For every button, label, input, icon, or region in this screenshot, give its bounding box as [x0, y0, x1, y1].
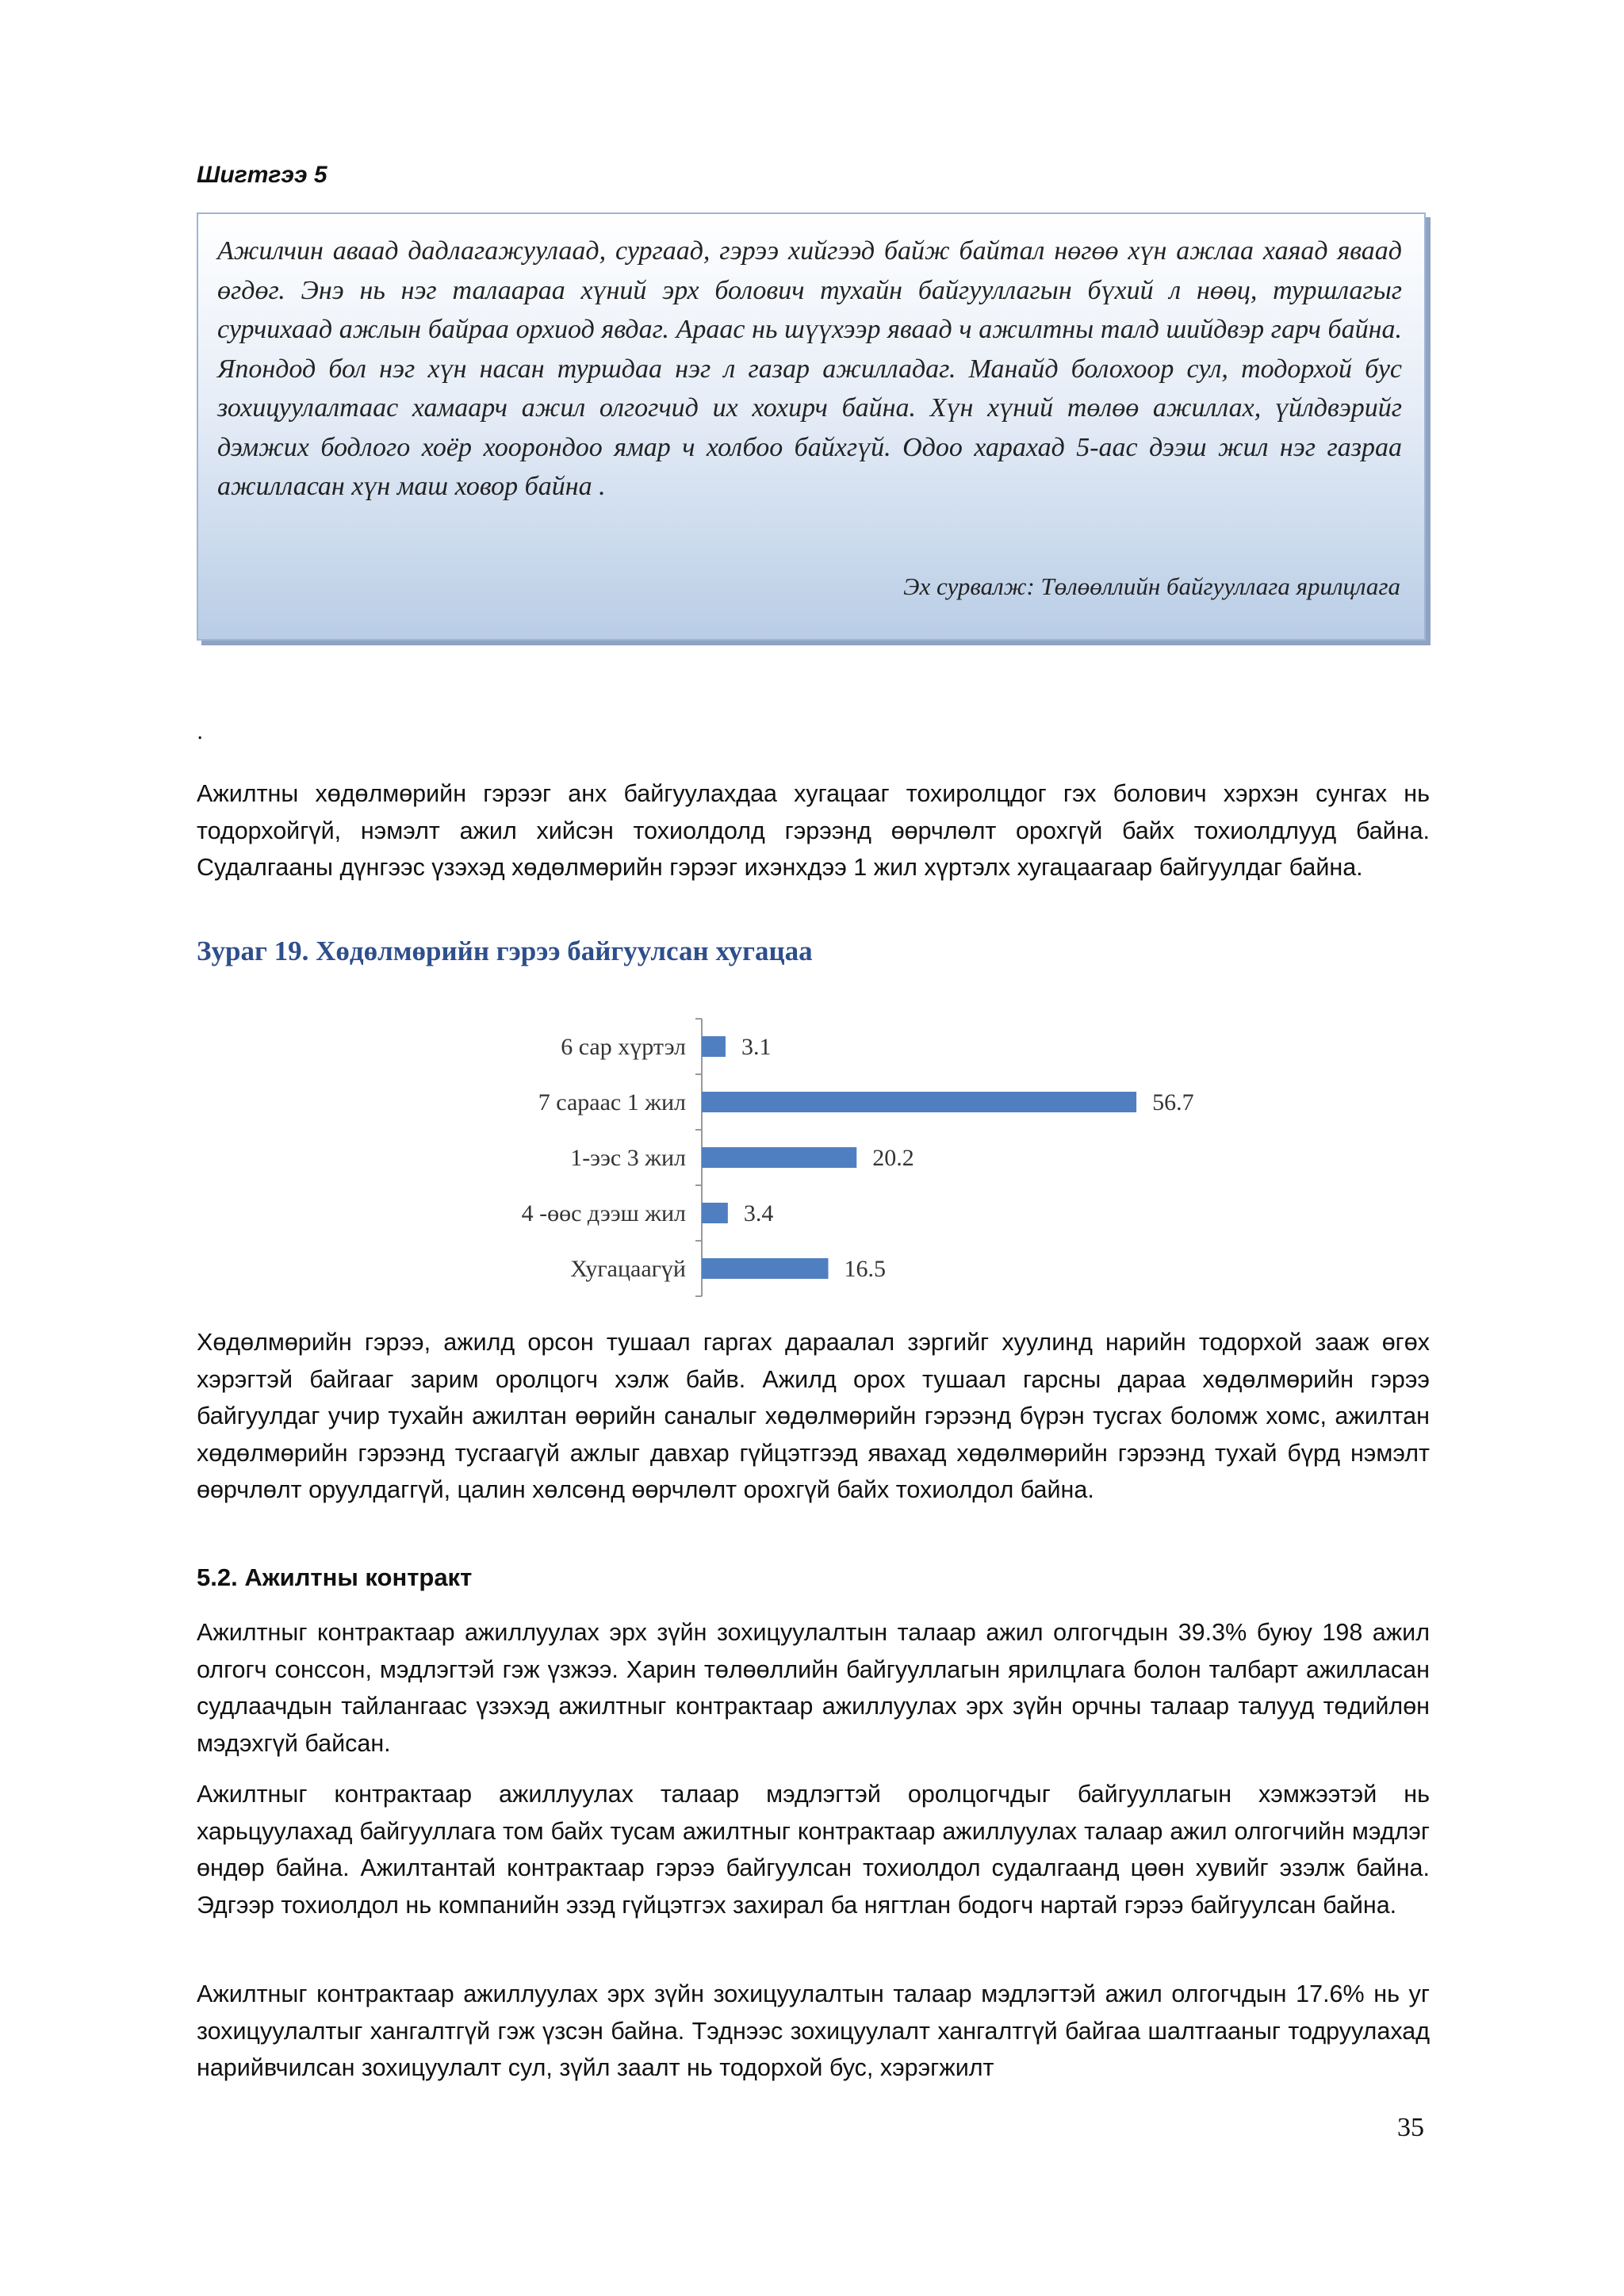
paragraph-contract-term: Ажилтны хөдөлмөрийн гэрээг анх байгуулахдаа хугацааг тохиролцдог гэх болович хэрхэн сунгах нь тодорхойгүй, нэмэлт ажил хийсэн тохиолдолд гэрээнд өөрчлөлт орохгүй байх тохиолдлууд байна. Судалгааны дүнгээс үзэхэд хөдөлмөрийн гэрээг ихэнхдээ 1 жил хүртэлх хугацаагаар байгуулдаг байна. — [197, 780, 1430, 881]
page-number: 35 — [1397, 2113, 1424, 2142]
bar-chart — [444, 1007, 1316, 1300]
paragraph-contract-procedure: Хөдөлмөрийн гэрээ, ажилд орсон тушаал гаргах дараалал зэргийг хуулинд нарийн тодорхой зааж өгөх хэрэгтэй байгааг зарим оролцогч хэлж байв. Ажилд орох тушаал гарсны дараа хөдөлмөрийн гэрээ байгуулдаг учир тухайн ажилтан өөрийн саналыг хөдөлмөрийн гэрээнд бүрэн тусгах боломж хомс, ажилтан хөдөлмөрийн гэрээнд тусгаагүй ажлыг давхар гүйцэтгээд явахад хөдөлмөрийн гэрээнд тухай бүрд нэмэлт өөрчлөлт оруулдаггүй, цалин хөлсөнд өөрчлөлт орохгүй байх тохиолдол байна. — [197, 1329, 1430, 1503]
chart-category-label: 7 сараас 1 жил — [538, 1089, 686, 1115]
chart-category-label: 1-ээс 3 жил — [570, 1145, 686, 1171]
paragraph-contract-size: Ажилтныг контрактаар ажиллуулах талаар мэдлэгтэй оролцогчдыг байгууллагын хэмжээтэй нь харьцуулахад байгууллага том байх тусам ажилтныг контрактаар ажиллуулах талаар ажил олгогчийн мэдлэг өндөр байна. Ажилтантай контрактаар гэрээ байгуулсан тохиолдол судалгаанд цөөн хувийг эзэлж байна. Эдгээр тохиолдол нь компанийн эзэд гүйцэтгэх захирал ба нягтлан бодогч нартай гэрээ байгуулсан байна. — [197, 1781, 1430, 1919]
chart-value-label: 3.4 — [743, 1200, 774, 1226]
chart-bar — [702, 1258, 829, 1279]
chart-bar — [702, 1036, 726, 1057]
chart-category-label: Хугацаагүй — [570, 1256, 686, 1282]
quote-text: Ажилчин аваад дадлагажуулаад, сургаад, гэрээ хийгээд байж байтал нөгөө хүн ажлаа хаяад яваад өгдөг. Энэ нь нэг талаараа хүний эрх болович тухайн байгууллагын бүхий л нөөц, туршлагыг сурчихаад ажлын байраа орхиод явдаг. Араас нь шүүхээр яваад ч ажилтны талд шийдвэр гарч байна. Япондод бол нэг хүн насан туршдаа нэг л газар ажилладаг. Манайд болохоор сул, тодорхой бус зохицуулалтаас хамаарч ажил олгогчид их хохирч байна. Хүн хүний төлөө ажиллах, үйлдвэрийг дэмжих бодлого хоёр хоорондоо ямар ч холбоо байхгүй. Одоо харахад 5-аас дээш жил нэг газраа ажилласан хүн маш ховор байна . — [217, 236, 1402, 501]
quote-box — [197, 212, 1426, 641]
figure-title: Зураг 19. Хөдөлмөрийн гэрээ байгуулсан хугацаа — [197, 936, 813, 966]
case-study-title: Шигтгээ 5 — [197, 162, 327, 188]
chart-category-label: 4 -өөс дээш жил — [521, 1200, 686, 1226]
quote-source: Эх сурвалж: Төлөөллийн байгууллага ярилцлага — [903, 572, 1400, 600]
stray-dot: . — [197, 718, 204, 744]
chart-value-label: 56.7 — [1152, 1089, 1194, 1115]
chart-value-label: 16.5 — [844, 1256, 886, 1282]
chart-bar — [702, 1092, 1136, 1112]
chart-category-label: 6 сар хүртэл — [561, 1034, 686, 1060]
chart-bar — [702, 1203, 728, 1223]
chart-value-label: 3.1 — [741, 1034, 772, 1060]
chart-bar — [702, 1147, 856, 1168]
section-heading: 5.2. Ажилтны контракт — [197, 1563, 473, 1591]
chart-value-label: 20.2 — [872, 1145, 914, 1171]
paragraph-contract-regulation: Ажилтныг контрактаар ажиллуулах эрх зүйн зохицуулалтын талаар мэдлэгтэй ажил олгогчдын 17.6% нь уг зохицуулалтыг хангалтгүй гэж үзсэн байна. Тэднээс зохицуулалт хангалтгүй байгаа шалтгааныг тодруулахад нарийвчилсан зохицуулалт сул, зүйл заалт нь тодорхой бус, хэрэгжилт — [197, 1980, 1430, 2081]
paragraph-contract-awareness: Ажилтныг контрактаар ажиллуулах эрх зүйн зохицуулалтын талаар ажил олгогчдын 39.3% буюу 198 ажил олгогч сонссон, мэдлэгтэй гэж үзжээ. Харин төлөөллийн байгууллагын ярилцлага болон талбарт ажилласан судлаачдын тайлангаас үзэхэд ажилтныг контрактаар ажиллуулах эрх зүйн орчны талаар талууд төдийлөн мэдэхгүй байсан. — [197, 1619, 1430, 1757]
